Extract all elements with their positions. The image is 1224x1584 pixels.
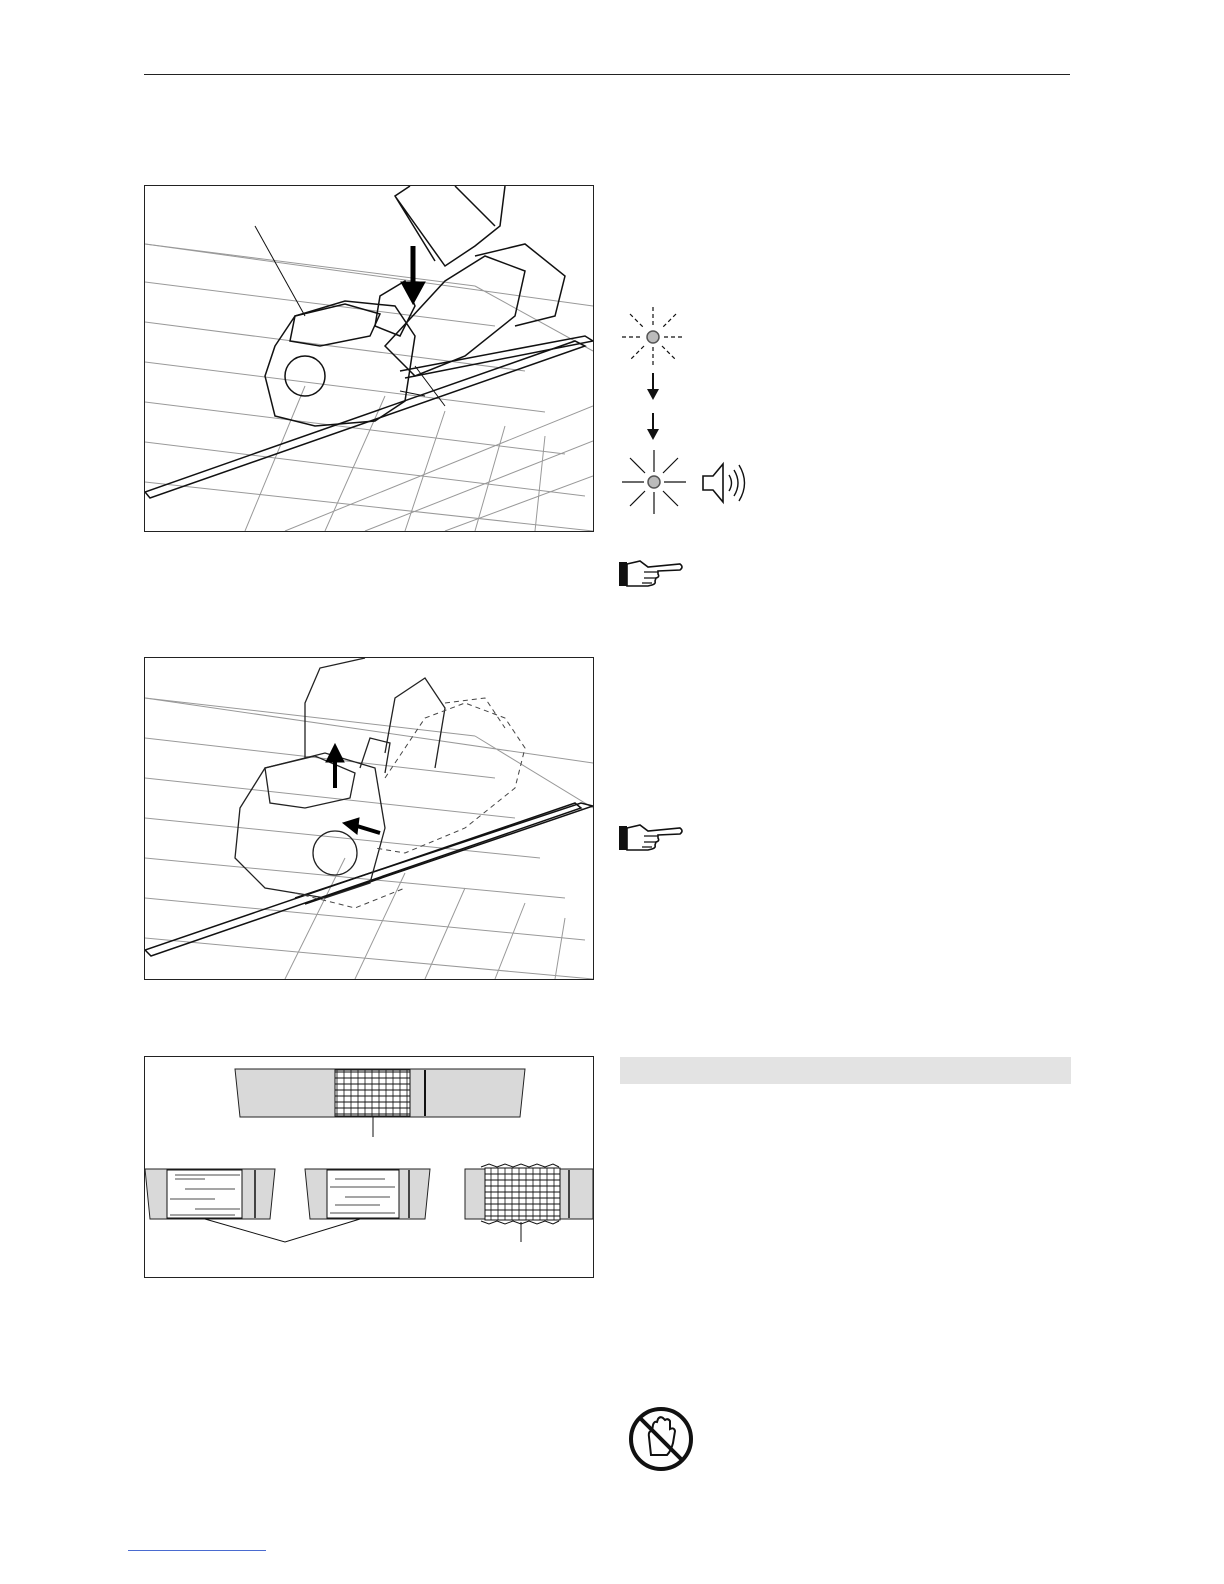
down-arrow-icon <box>646 413 660 441</box>
pointing-hand-icon <box>618 822 684 852</box>
bad-seal-strip-middle <box>305 1169 430 1219</box>
lift-arrow <box>326 744 344 788</box>
push-arrow <box>343 818 380 834</box>
down-arrow-icon <box>646 373 660 401</box>
figure-seal-inspection <box>144 1056 594 1278</box>
pointing-hand-icon <box>618 558 684 588</box>
header-rule <box>144 74 1070 75</box>
good-seal-strip <box>235 1069 525 1137</box>
no-gloves-icon <box>627 1405 695 1473</box>
led-blinking-icon <box>620 305 686 369</box>
footer-link-underline <box>128 1550 266 1551</box>
press-down-arrow <box>401 246 425 304</box>
bad-seal-strip-right <box>465 1164 593 1242</box>
bad-seal-strip-left <box>145 1169 275 1219</box>
speaker-beep-icon <box>700 460 750 506</box>
figure-tensioning-sealing <box>144 185 594 532</box>
figure-remove-tool <box>144 657 594 980</box>
section-header-band <box>620 1057 1071 1084</box>
led-lit-icon <box>620 448 688 516</box>
callout-lines <box>205 1219 360 1242</box>
figure-1-drawing <box>145 186 593 531</box>
figure-3-drawing <box>145 1057 593 1277</box>
figure-2-drawing <box>145 658 593 979</box>
